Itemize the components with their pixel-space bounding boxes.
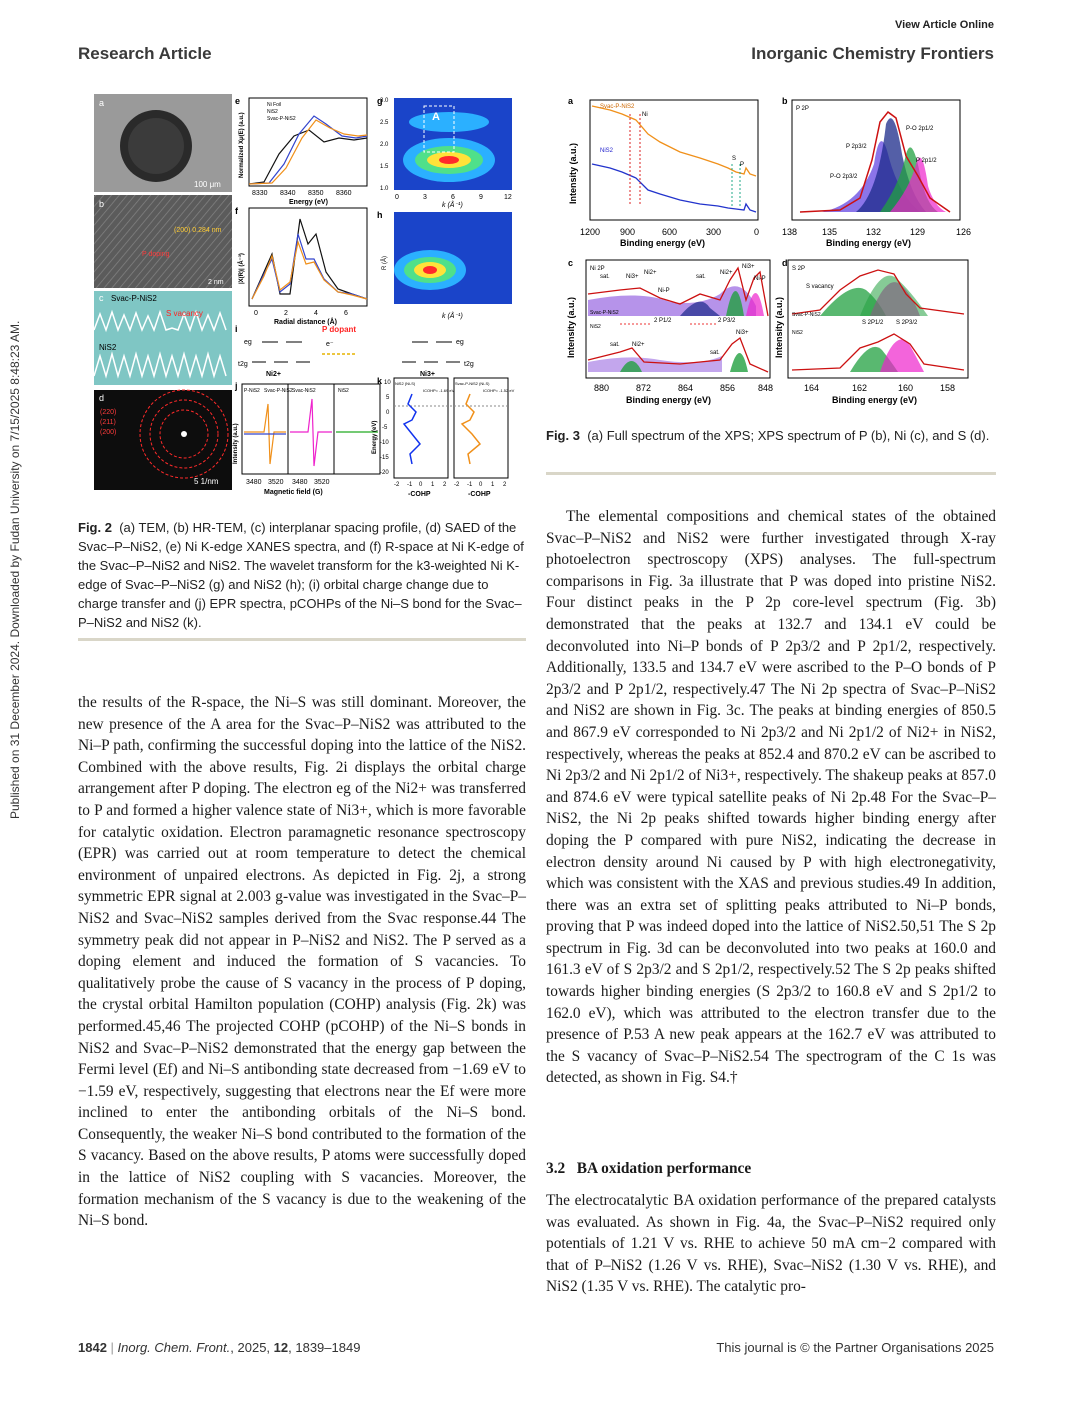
fig2-k-xtick-6: -2 — [454, 482, 460, 488]
fig2-k-ytick-4: -5 — [382, 425, 388, 431]
fig2-g-xlabel: k (Å⁻¹) — [442, 202, 463, 209]
fig2-j-xlabel: Magnetic field (G) — [264, 489, 323, 496]
fig2-e-legend-2: NiS2 — [267, 109, 278, 115]
fig3-d-xtick-1: 164 — [804, 383, 820, 393]
section-number: 3.2 — [546, 1160, 566, 1177]
fig2-k-xlabel-right: -COHP — [468, 491, 491, 498]
fig2-i-t2g-right: t2g — [464, 361, 474, 368]
fig2-d-ring-3: (200) — [100, 429, 117, 436]
fig3-caption — [546, 426, 996, 445]
left-column-text — [78, 692, 526, 1232]
fig3-c-xtick-2: 872 — [636, 383, 652, 393]
fig3-a-xtick-4: 300 — [706, 227, 722, 237]
fig3-d-label-1: S vacancy — [806, 284, 834, 290]
fig3-c-label-6: Ni3+ — [742, 264, 755, 270]
fig2-j-ylabel: Intensity (a.u.) — [233, 423, 239, 464]
fig2-i-t2g-left: t2g — [238, 361, 248, 368]
fig2-f-xlabel: Radial distance (Å) — [274, 319, 338, 326]
fig2-j-legend-4: NiS2 — [338, 388, 349, 394]
fig3-c-label-16: Ni3+ — [736, 330, 749, 336]
fig3-c-title: Ni 2P — [590, 266, 605, 272]
page-footer-right: This journal is © the Partner Organisations 2025 — [716, 1340, 994, 1355]
fig2-g-xtick-1: 0 — [395, 194, 399, 201]
fig3-caption-label: Fig. 3 — [546, 428, 580, 443]
fig3-c-label-7: Ni2+ — [720, 270, 733, 276]
figure-2 — [94, 94, 526, 500]
fig2-k-xtick-2: -1 — [407, 482, 413, 488]
fig2-label-c: c — [99, 293, 104, 303]
fig3-b-xtick-4: 129 — [910, 227, 926, 237]
fig2-g-xtick-4: 9 — [479, 194, 483, 201]
fig3-d-title: S 2P — [792, 266, 806, 272]
fig2-panel-f — [235, 206, 367, 326]
fig2-g-A: A — [432, 111, 440, 123]
right-column-text — [546, 506, 996, 1089]
fig2-k-icohp-right: ICOHP= -1.52 eV — [483, 388, 515, 393]
page-footer-left: 1842 | Inorg. Chem. Front., 2025, 12, 1839–1849 — [78, 1340, 361, 1355]
page-number: 1842 — [78, 1340, 107, 1355]
fig2-i-electron: e⁻ — [326, 341, 334, 348]
fig3-caption-text: (a) Full spectrum of the XPS; XPS spectrum of P (b), Ni (c), and S (d). — [587, 428, 990, 443]
fig2-k-xtick-8: 0 — [479, 482, 483, 488]
fig3-b-xtick-3: 132 — [866, 227, 882, 237]
footer-volume: 12 — [273, 1340, 289, 1355]
fig3-a-legend-1: Svac-P-NiS2 — [600, 104, 635, 110]
fig2-label-f: f — [235, 206, 238, 216]
fig2-k-ytick-1: 10 — [384, 380, 391, 386]
fig2-k-left-title: NiS2 (Ni-S) — [395, 381, 416, 386]
fig2-g-xtick-3: 6 — [451, 194, 455, 201]
fig3-panel-d — [774, 258, 968, 405]
fig3-b-peak-2: P 2p3/2 — [846, 144, 867, 150]
fig2-j-legend-2: Svac-P-NiS2 — [264, 388, 293, 394]
fig2-d-ring-2: (211) — [100, 419, 116, 426]
fig3-b-xtick-1: 138 — [782, 227, 798, 237]
fig3-b-peak-3: P 2p1/2 — [916, 158, 937, 164]
fig2-d-ring-1: (220) — [100, 409, 117, 416]
fig2-i-ni3: Ni3+ — [420, 371, 435, 378]
fig2-e-legend-3: Svac-P-NiS2 — [267, 116, 296, 122]
fig3-d-ylabel: Intensity (a.u.) — [774, 296, 784, 358]
footer-pages: 1839–1849 — [295, 1340, 361, 1355]
fig2-i-dopant: P dopant — [322, 325, 357, 334]
fig3-label-c: c — [568, 258, 574, 268]
fig3-c-label-10: 2 P3/2 — [718, 318, 736, 324]
fig3-c-label-2: Ni3+ — [626, 274, 639, 280]
fig3-c-label-13: sat. — [610, 342, 620, 348]
fig3-d-xtick-2: 162 — [852, 383, 868, 393]
fig2-b-sites: P doping — [142, 251, 170, 258]
fig3-a-xtick-3: 600 — [662, 227, 678, 237]
fig2-k-ytick-7: -20 — [380, 470, 389, 476]
fig3-c-label-8: Ni-P — [754, 276, 766, 282]
fig3-c-label-12: NiS2 — [590, 324, 601, 330]
fig2-panel-c — [94, 291, 232, 385]
fig3-a-peak-p: P — [740, 162, 745, 168]
fig2-k-ytick-3: 0 — [386, 410, 390, 416]
publication-side-note: Published on 31 December 2024. Downloaded by Fudan University on 7/15/2025 8:48:23 AM. — [8, 320, 22, 820]
fig3-d-label-4: S 2P3/2 — [896, 320, 918, 326]
fig3-b-peak-1: P-O 2p1/2 — [906, 126, 934, 132]
fig2-j-legend-3: Svac-NiS2 — [292, 388, 316, 394]
section-heading — [546, 1160, 996, 1178]
section-paragraph: The electrocatalytic BA oxidation performance of the prepared catalysts was evaluated. As shown in Fig. 4a, the Svac–P–NiS2 required only potentials of 1.21 V vs. RHE to achieve 50 mA cm−2 compared with that of P–NiS2 (1.26 V vs. RHE), Svac–NiS2 (1.30 V vs. RHE), and NiS2 (1.35 V vs. RHE). The catalytic pro- — [546, 1192, 996, 1296]
fig2-label-g: g — [377, 96, 383, 106]
fig2-k-ytick-5: -10 — [380, 440, 389, 446]
fig2-h-ylabel: R (Å) — [382, 256, 388, 270]
fig2-k-xtick-1: -2 — [394, 482, 400, 488]
fig2-f-xtick-2: 2 — [284, 310, 288, 317]
fig2-panel-g — [377, 96, 512, 209]
fig2-f-xtick-3: 4 — [314, 310, 318, 317]
fig2-label-h: h — [377, 210, 383, 220]
fig3-c-label-11: Svac-P-NiS2 — [590, 310, 619, 316]
journal-name-header: Inorganic Chemistry Frontiers — [751, 44, 994, 63]
fig3-c-label-15: sat. — [710, 350, 720, 356]
fig3-c-label-14: Ni2+ — [632, 342, 645, 348]
fig3-panel-b — [782, 96, 971, 248]
fig2-j-legend-1: P-NiS2 — [244, 388, 260, 394]
fig2-e-xtick-4: 8360 — [336, 190, 352, 197]
fig3-c-xtick-1: 880 — [594, 383, 610, 393]
fig2-e-ylabel: Normalized Xμ(E) (a.u.) — [239, 112, 245, 178]
fig3-c-xtick-4: 856 — [720, 383, 736, 393]
fig3-c-label-9: 2 P1/2 — [654, 318, 672, 324]
fig2-j-xtick-2: 3520 — [268, 479, 284, 486]
fig2-k-ylabel: Energy (eV) — [372, 420, 378, 454]
fig2-f-xtick-4: 6 — [344, 310, 348, 317]
fig3-a-peak-s: S — [732, 156, 737, 162]
fig2-c-vacancy: S vacancy — [166, 309, 203, 318]
fig2-label-i: i — [235, 324, 238, 334]
fig2-k-xtick-4: 1 — [431, 482, 435, 488]
footer-year: 2025 — [237, 1340, 267, 1355]
fig2-caption-label: Fig. 2 — [78, 520, 112, 535]
fig2-rule — [78, 638, 526, 641]
fig2-g-ytick-3: 2.0 — [380, 142, 389, 148]
fig2-label-e: e — [235, 96, 241, 106]
fig2-k-ytick-6: -15 — [380, 455, 389, 461]
fig2-scale-d: 5 1/nm — [194, 477, 219, 486]
fig2-panel-i — [235, 324, 474, 378]
fig2-g-ytick-4: 1.5 — [380, 164, 389, 170]
fig2-panel-k — [372, 376, 515, 498]
fig2-label-a: a — [99, 98, 105, 108]
fig2-k-xtick-5: 2 — [443, 482, 447, 488]
fig2-i-ni2: Ni2+ — [266, 371, 281, 378]
fig2-h-xlabel: k (Å⁻¹) — [442, 313, 463, 320]
fig2-f-ylabel: |X(R)| (Å⁻³) — [239, 253, 245, 284]
fig2-k-right-title: Svac-P-NiS2 (Ni-S) — [455, 381, 490, 386]
fig3-c-label-1: sat. — [600, 274, 610, 280]
fig2-k-xtick-9: 1 — [491, 482, 495, 488]
fig2-j-xtick-1: 3480 — [246, 479, 262, 486]
fig3-d-xlabel: Binding energy (eV) — [832, 395, 918, 405]
fig3-b-peak-4: P-O 2p3/2 — [830, 174, 858, 180]
fig2-panel-j — [233, 381, 380, 496]
fig3-d-label-5: NiS2 — [792, 330, 803, 336]
fig3-b-xtick-5: 126 — [956, 227, 972, 237]
fig3-a-peak-ni: Ni — [642, 112, 648, 118]
fig3-panel-c — [566, 258, 773, 405]
fig3-c-xtick-5: 848 — [758, 383, 774, 393]
fig3-d-xtick-3: 160 — [898, 383, 914, 393]
fig2-e-xlabel: Energy (eV) — [289, 199, 328, 206]
fig3-c-label-3: Ni2+ — [644, 270, 657, 276]
fig3-c-label-4: Ni-P — [658, 288, 670, 294]
section-title: BA oxidation performance — [576, 1160, 752, 1177]
fig3-d-xtick-4: 158 — [940, 383, 956, 393]
fig2-k-icohp-left: ICOHP= -1.69 eV — [423, 388, 455, 393]
fig3-label-a: a — [568, 96, 574, 106]
fig2-b-annotation: (200) 0.284 nm — [174, 227, 222, 234]
fig2-label-d: d — [99, 393, 105, 403]
fig2-j-xtick-4: 3520 — [314, 479, 330, 486]
fig2-g-xtick-5: 12 — [504, 194, 512, 201]
fig3-d-label-2: Svac-P-NiS2 — [792, 312, 821, 318]
figure-3 — [560, 94, 980, 410]
fig2-panel-b — [94, 195, 232, 288]
fig2-panel-e — [235, 96, 367, 206]
fig2-panel-a — [94, 94, 232, 192]
fig2-g-xtick-2: 3 — [423, 194, 427, 201]
fig2-k-xtick-3: 0 — [419, 482, 423, 488]
article-type-header: Research Article — [78, 44, 212, 63]
fig2-i-eg-right: eg — [456, 339, 464, 346]
fig2-c-top: Svac-P-NiS2 — [111, 294, 157, 303]
fig2-panel-h — [377, 210, 512, 320]
fig3-a-legend-2: NiS2 — [600, 148, 614, 154]
fig2-scale-a: 100 μm — [194, 180, 221, 189]
fig2-scale-b: 2 nm — [208, 279, 224, 286]
fig3-c-xtick-3: 864 — [678, 383, 694, 393]
right-paragraph: The elemental compositions and chemical states of the obtained Svac–P–NiS2 and NiS2 were further investigated through X-ray photoelectron spectroscopy (XPS) analyses. The full-spectrum comparisons in Fig. 3a illustrate that P was doped into pristine NiS2. Four distinct peaks in the P 2p core-level spectrum (Fig. 3b) demonstrated that the peaks at 132.7 and 134.1 eV could be deconvoluted into Ni–P bonds of P 2p3/2 and P 2p1/2, respectively. Additionally, 133.5 and 134.7 eV were ascribed to the P–O bonds of P 2p3/2 and P 2p1/2, respectively.47 The Ni 2p spectra of Svac–P–NiS2 and NiS2 are shown in Fig. 3c. The peaks at binding energies of 850.5 and 867.9 eV corresponded to Ni 2p3/2 and Ni 2p1/2 of Ni2+ in NiS2, respectively, whereas the peaks at 852.4 and 870.2 eV can be ascribed to Ni 2p3/2 and Ni 2p1/2 of Ni3+, respectively. The shakeup peaks at 857.0 and 874.6 eV were typical satellite peaks of Ni 2p.48 For the Svac–P–NiS2, the Ni 2p peaks shifted towards higher binding energy after doping the P compared with pure NiS2, indicating the decrease in electron density around Ni caused by P with high electronegativity, which was consistent with the XAS and previous studies.49 In addition, there was an extra set of splitting peaks attributed to Ni–P bonds, proving that P was indeed doped into the lattice of NiS2.50,51 The S 2p spectrum in Fig. 3d can be deconvoluted into two peaks at 160.0 and 161.3 eV of S 2p3/2 and S 2p1/2, respectively.52 The S 2p peaks shifted towards higher binding energies (S 2p3/2 to 160.8 eV and S 2p1/2 to 162.0 eV), which was attributed to the electron transfer due to the presence of P.53 A new peak appears at the 162.7 eV was attributed to the S vacancy of Svac–P–NiS2.54 The spectrogram of the C 1s was detected, as shown in Fig. S4.† — [546, 508, 996, 1087]
fig3-a-xtick-2: 900 — [620, 227, 636, 237]
fig2-e-xtick-2: 8340 — [280, 190, 296, 197]
fig3-a-xlabel: Binding energy (eV) — [620, 238, 706, 248]
fig3-a-xtick-1: 1200 — [580, 227, 601, 237]
footer-journal: Inorg. Chem. Front. — [117, 1340, 231, 1355]
fig2-k-xtick-7: -1 — [467, 482, 473, 488]
fig2-label-k: k — [377, 376, 383, 386]
fig2-e-xtick-1: 8330 — [252, 190, 268, 197]
fig2-label-j: j — [235, 381, 238, 391]
fig2-e-legend-1: Ni Foil — [267, 102, 282, 108]
fig3-b-xlabel: Binding energy (eV) — [826, 238, 912, 248]
fig3-c-label-5: sat. — [696, 274, 706, 280]
fig2-k-xtick-10: 2 — [503, 482, 507, 488]
fig2-f-xtick-1: 0 — [254, 310, 258, 317]
fig2-panel-d — [94, 390, 232, 490]
fig2-k-ytick-2: 5 — [386, 395, 390, 401]
fig3-b-title: P 2P — [796, 106, 809, 112]
fig3-rule — [546, 472, 996, 475]
section-body-text — [546, 1190, 996, 1298]
fig2-g-ytick-5: 1.0 — [380, 186, 389, 192]
fig2-i-eg-left: eg — [244, 339, 252, 346]
fig3-b-xtick-2: 135 — [822, 227, 838, 237]
fig3-d-label-3: S 2P1/2 — [862, 320, 884, 326]
fig3-c-ylabel: Intensity (a.u.) — [566, 296, 576, 358]
fig3-panel-a — [568, 96, 759, 248]
fig3-a-ylabel: Intensity (a.u.) — [568, 142, 578, 204]
fig3-a-xtick-5: 0 — [754, 227, 760, 237]
fig2-caption-text: (a) TEM, (b) HR-TEM, (c) interplanar spacing profile, (d) SAED of the Svac–P–NiS2, (e) Ni K-edge XANES spectra, and (f) R-space at Ni K-edge of the Svac–P–NiS2 and NiS2. The wavelet transform for the k3-weighted Ni K-edge of Svac–P–NiS2 (g) and NiS2 (h); (i) orbital charge change due to charge transfer and (j) EPR spectra, pCOHPs of the Ni–S bond for the Svac–P–NiS2 and NiS2 (k). — [78, 520, 524, 630]
fig2-e-xtick-3: 8350 — [308, 190, 324, 197]
left-paragraph: the results of the R-space, the Ni–S was still dominant. Moreover, the new presence of the A area for the Svac–P–NiS2 was attributed to the Ni–P path, confirming the successful doping into the lattice of the NiS2. Combined with the above results, Fig. 2i displays the orbital charge arrangement after P doping. The electron eg of the Ni2+ was transferred to P and formed a higher valence state of Ni3+, which is more favorable for catalytic oxidation. Electron paramagnetic resonance spectroscopy (EPR) was carried out at room temperature to detect the chemical environment of unpaired electrons. As depicted in Fig. 2j, a strong symmetric EPR signal at 2.003 g-value was investigated in the Svac–P–NiS2 and Svac–NiS2 samples derived from the Svac response.44 The symmetry peak did not appear in P–NiS2 and NiS2. The P served as a doping element and induced the formation of S vacancies. To qualitatively probe the cause of S vacancy in the process of P doping, the crystal orbital Hamilton population (COHP) analysis (Fig. 2k) was performed.45,46 The projected COHP (pCOHP) of the Ni–S bonds in NiS2 and Svac–P–NiS2 demonstrated that the energy gap between the Fermi level (Ef) and Ni–S antibonding state decreased from −1.69 eV to −1.59 eV, respectively, suggesting that electrons near the Ef were more inclined to enter the antibonding orbitals of the Ni–S bond. Consequently, the weaker Ni–S bond contributed to the formation of the S vacancy. Based on the above results, P atoms were successfully doped in the lattice of NiS2 coupling with S vacancies. Moreover, the formation mechanism of the S vacancy is due to the weakening of the Ni–S bond. — [78, 694, 526, 1230]
fig2-caption — [78, 518, 526, 632]
fig2-c-bottom: NiS2 — [99, 343, 117, 352]
fig2-g-ytick-2: 2.5 — [380, 120, 389, 126]
fig3-c-xlabel: Binding energy (eV) — [626, 395, 712, 405]
fig2-k-xlabel-left: -COHP — [408, 491, 431, 498]
fig2-g-ytick-1: 3.0 — [380, 98, 389, 104]
fig3-label-d: d — [782, 258, 788, 268]
fig2-label-b: b — [99, 199, 105, 209]
fig3-label-b: b — [782, 96, 788, 106]
fig2-j-xtick-3: 3480 — [292, 479, 308, 486]
view-article-online-link[interactable]: View Article Online — [894, 19, 994, 31]
